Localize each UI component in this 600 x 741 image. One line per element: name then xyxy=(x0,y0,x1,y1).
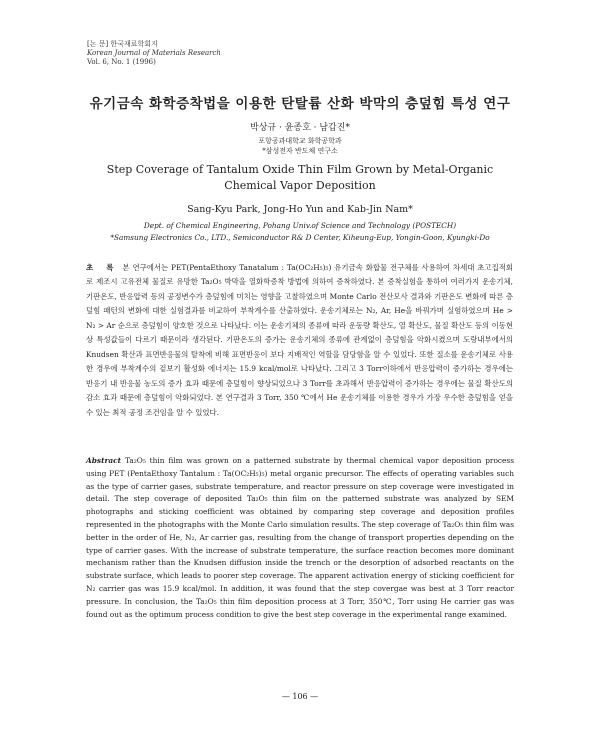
journal-header xyxy=(87,40,221,67)
affiliation-korean xyxy=(0,136,600,156)
authors-english: Sang-Kyu Park, Jong-Ho Yun and Kab-Jin Nam* xyxy=(187,204,413,215)
abstract-korean xyxy=(86,261,513,420)
page-number: — 106 — xyxy=(281,692,319,701)
journal-name-en: Korean Journal of Materials Research xyxy=(87,49,221,57)
abstract-english-text: Ta₂O₅ thin film was grown on a patterned substrate by thermal chemical vapor deposition process using PET (PentaEthoxy Tantalum : Ta(OC₂H₅)₅) metal organic precursor. The effects of operating variables such as the type of carrier gases, substrate temperature, and reactor pressure on step coverage were investigated in detail. The step coverage of deposited Ta₂O₅ thin film on the patterned substrate was analyzed by SEM photographs and sticking coefficient was obtained by comparing step coverage and deposition profiles represented in the photographs with the Monte Carlo simulation results. The step coverage of Ta₂O₅ thin film was better in the order of He, N₂, Ar carrier gas, resulting from the change of transport properties depending on the type of carrier gases. With the increase of substrate temperature, the surface reaction becomes more dominant mechanism rather than the Knudsen diffusion inside the trench or the desorption of adsorbed reactants on the substrate surface, which leads to poorer step coverage. The apparent activation energy of sticking coefficient for N₂ carrier gas was 15.9 kcal/mol. In addition, it was found that the step covergae was best at 3 Torr reactor pressure. In conclusion, the Ta₂O₅ thin film deposition process at 3 Torr, 350℃, Torr using He carrier gas was found out as the optimum process condition to give the best step coverage in the experimental range examined. xyxy=(86,456,514,619)
abstract-korean-label: 초 록 xyxy=(86,263,119,272)
affiliation-korean-line-1: 포항공과대학교 화학공학과 xyxy=(258,137,342,145)
journal-name-ko: [논 문] 한국재료학회지 xyxy=(87,40,158,48)
abstract-english-label: Abstract xyxy=(86,456,122,465)
title-english-line-1: Step Coverage of Tantalum Oxide Thin Film Grown by Metal-Organic xyxy=(106,163,494,176)
affiliation-english-line-1: Dept. of Chemical Engineering, Pohang Univ.of Science and Technology (POSTECH) xyxy=(143,221,457,230)
affiliation-english xyxy=(0,220,600,244)
title-english xyxy=(0,162,600,194)
journal-volume: Vol. 6, No. 1 (1996) xyxy=(87,58,156,66)
authors-korean: 박상규 · 윤종호 · 남갑진* xyxy=(250,123,350,133)
affiliation-english-line-2: *Samsung Electronics Co., LTD., Semiconductor R& D Center, Kiheung-Eup, Yongin-Goon, Kyungki-Do xyxy=(110,233,490,242)
affiliation-korean-line-2: *삼성전자 반도체 연구소 xyxy=(262,147,338,155)
title-english-line-2: Chemical Vapor Deposition xyxy=(224,179,376,192)
abstract-korean-text: 본 연구에서는 PET(PentaEthoxy Tanatalum : Ta(OC₂H₅)₅) 유기금속 화합물 전구체를 사용하여 차세대 초고집적회로 제조시 고유전체 물질로 유망한 Ta₂O₅ 박막을 열화학증착 방법에 의하여 증착하였다. 본 증착실험을 통하여 여러가지 운송기체, 기판온도, 반응압력 등의 공정변수가 층덮힘에 미치는 영향을 고찰하였으며 Monte Carlo 전산모사 결과와 기판온도 변화에 따른 층덮힘 패턴의 변화에 대한 실험결과를 비교하여 부착계수를 산출하였다. 운송기체로는 N₂, Ar, He을 바꿔가며 실험하였으며 He > N₂ > Ar 순으로 층덮힘이 양호한 것으로 나타났다. 이는 운송기체의 종류에 따라 운동량 확산도, 열 확산도, 물질 확산도 등의 이동현상 특성값들이 다르기 때문이라 생각된다. 기판온도의 증가는 운송기체의 종류에 관계없이 층덮힘을 악화시켰으며 도랑내부에서의 Knudsen 확산과 표면반응물의 탈착에 비해 표면반응이 보다 지배적인 역할을 담당함을 알 수 있었다. 또한 질소를 운송기체로 사용한 경우에 부착계수의 겉보기 활성화 에너지는 15.9 kcal/mol로 나타났다. 그리고 3 Torr이하에서 반응압력이 증가하는 경우에는 반응기 내 반응물 농도의 증가 효과 때문에 층덮힘이 향상되었으나 3 Torr를 초과해서 반응압력이 증가하는 경우에는 물질 확산도의 감소 효과 때문에 층덮힘이 악화되었다. 본 연구결과 3 Torr, 350 ℃에서 He 운송기체를 이용한 경우가 가장 우수한 층덮힘을 얻을 수 있는 최적 공정 조건임을 알 수 있었다. xyxy=(86,263,513,417)
title-korean: 유기금속 화학증착법을 이용한 탄탈륨 산화 박막의 층덮힘 특성 연구 xyxy=(89,96,511,112)
abstract-english xyxy=(86,455,514,621)
